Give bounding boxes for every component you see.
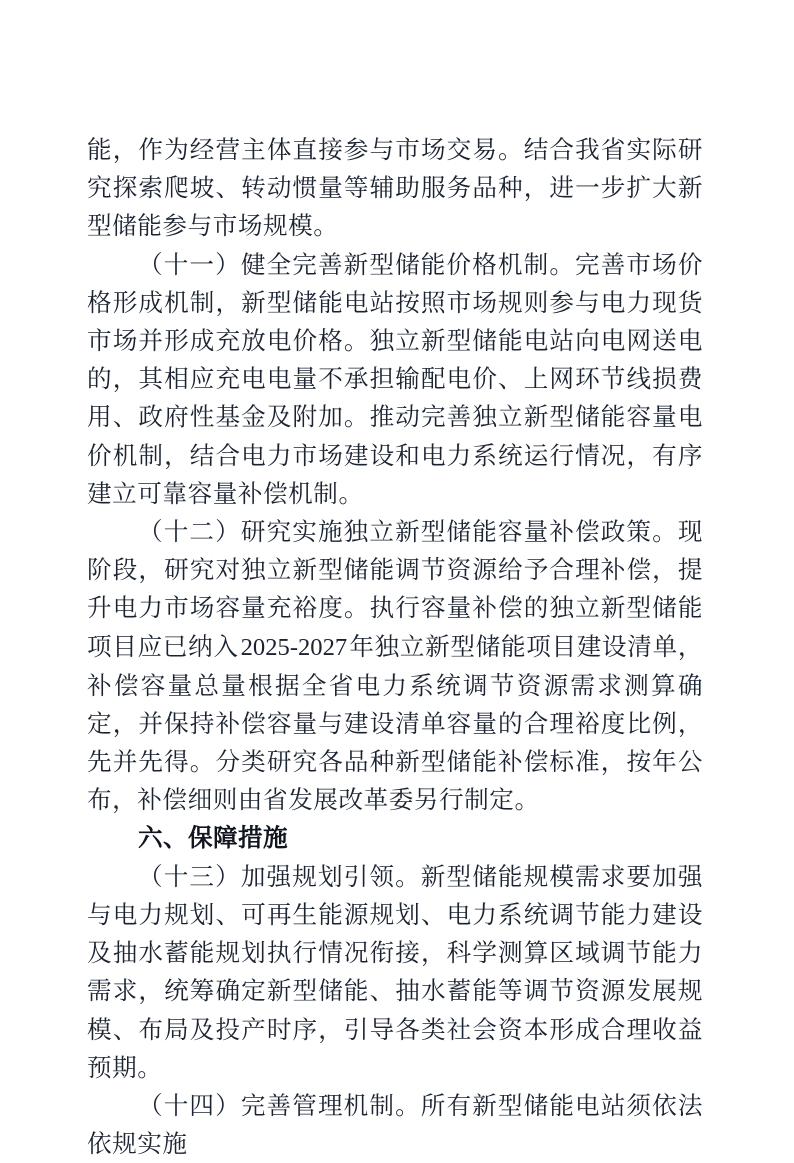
paragraph-item-thirteen: （十三）加强规划引领。新型储能规模需求要加强与电力规划、可再生能源规划、电力系统调节能力建设及抽水蓄能规划执行情况衔接，科学测算区域调节能力需求，统筹确定新型储能、抽水蓄能等调节资源发展规模、布局及投产时序，引导各类社会资本形成合理收益预期。 [87, 861, 703, 1082]
paragraph-item-twelve [87, 513, 703, 820]
year-range-value: 2025-2027 [240, 633, 348, 661]
paragraph-item-eleven: （十一）健全完善新型储能价格机制。完善市场价格形成机制，新型储能电站按照市场规则参与电力现货市场并形成充放电价格。独立新型储能电站向电网送电的，其相应充电电量不承担输配电价、上网环节线损费用、政府性基金及附加。推动完善独立新型储能容量电价机制，结合电力市场建设和电力系统运行情况，有序建立可靠容量补偿机制。 [87, 249, 703, 508]
paragraph-continuation: 能，作为经营主体直接参与市场交易。结合我省实际研究探索爬坡、转动惯量等辅助服务品种，进一步扩大新型储能参与市场规模。 [87, 135, 703, 241]
document-text-column [87, 131, 703, 1163]
paragraph-item-twelve-text-after: 年独立新型储能项目建设清单，补偿容量总量根据全省电力系统调节资源需求测算确定，并保持补偿容量与建设清单容量的合理裕度比例，先并先得。分类研究各品种新型储能补偿标准，按年公布，补偿细则由省发展改革委另行制定。 [87, 631, 703, 815]
section-heading-six: 六、保障措施 [138, 824, 288, 852]
paragraph-item-fourteen: （十四）完善管理机制。所有新型储能电站须依法依规实施 [87, 1091, 703, 1159]
paragraph-item-twelve-text-before: （十二）研究实施独立新型储能容量补偿政策。现阶段，研究对独立新型储能调节资源给予合理补偿，提升电力市场容量充裕度。执行容量补偿的独立新型储能项目应已纳入 [87, 517, 703, 661]
